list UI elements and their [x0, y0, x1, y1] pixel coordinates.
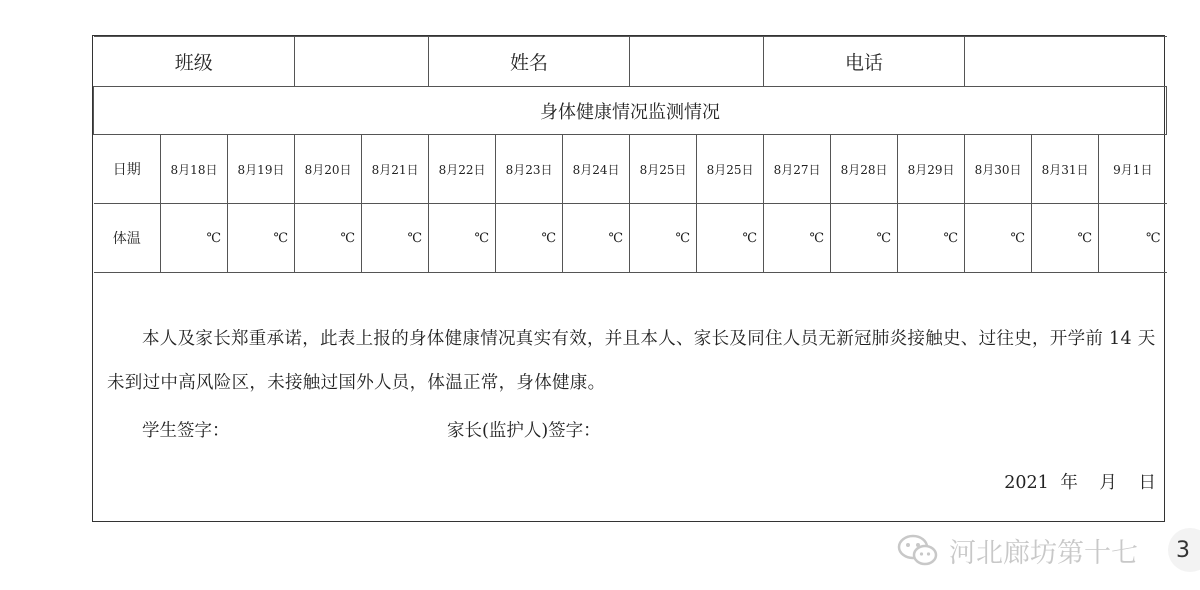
temperature-cell[interactable]: ℃ — [898, 204, 965, 273]
date-cell: 8月20日 — [295, 135, 362, 204]
date-cell: 8月25日 — [630, 135, 697, 204]
temperature-cell[interactable]: ℃ — [496, 204, 563, 273]
date-month: 月 — [1099, 473, 1117, 493]
declaration-section — [93, 273, 1164, 523]
health-form — [92, 35, 1165, 522]
temperature-cell[interactable]: ℃ — [161, 204, 228, 273]
date-cell: 8月27日 — [764, 135, 831, 204]
date-cell: 8月24日 — [563, 135, 630, 204]
declaration-text: 本人及家长郑重承诺，此表上报的身体健康情况真实有效，并且本人、家长及同住人员无新冠肺炎接触史、过往史，开学前 14 天未到过中高风险区，未接触过国外人员，体温正常，身体健康。 — [107, 329, 1156, 393]
temperature-cell[interactable]: ℃ — [228, 204, 295, 273]
class-field[interactable] — [295, 37, 429, 87]
class-label: 班级 — [94, 37, 295, 87]
date-cell: 8月22日 — [429, 135, 496, 204]
section-title: 身体健康情况监测情况 — [94, 87, 1167, 135]
date-cell: 8月31日 — [1032, 135, 1099, 204]
temperature-cell[interactable]: ℃ — [429, 204, 496, 273]
wechat-icon — [897, 533, 939, 567]
date-cell: 8月28日 — [831, 135, 898, 204]
temperature-cell[interactable]: ℃ — [563, 204, 630, 273]
date-year: 2021 年 — [1004, 473, 1078, 493]
parent-signature-label[interactable]: 家长(监护人)签字： — [447, 421, 601, 441]
date-day: 日 — [1138, 473, 1156, 493]
phone-field[interactable] — [965, 37, 1167, 87]
date-cell: 9月1日 — [1099, 135, 1167, 204]
temperature-cell[interactable]: ℃ — [1032, 204, 1099, 273]
temperature-cell[interactable]: ℃ — [362, 204, 429, 273]
watermark — [897, 528, 1200, 572]
student-signature-label[interactable]: 学生签字： — [142, 421, 230, 441]
date-row-label: 日期 — [94, 135, 161, 204]
signature-row — [107, 409, 1156, 449]
temperature-row — [94, 204, 1167, 273]
watermark-text: 河北廊坊第十七 — [949, 537, 1138, 569]
watermark-badge: 3 — [1168, 528, 1200, 572]
temperature-row-label: 体温 — [94, 204, 161, 273]
date-row — [94, 135, 1167, 204]
date-cell: 8月29日 — [898, 135, 965, 204]
form-table — [93, 36, 1167, 273]
info-row — [94, 37, 1167, 87]
date-cell: 8月19日 — [228, 135, 295, 204]
phone-label: 电话 — [764, 37, 965, 87]
temperature-cell[interactable]: ℃ — [831, 204, 898, 273]
date-cell: 8月23日 — [496, 135, 563, 204]
temperature-cell[interactable]: ℃ — [697, 204, 764, 273]
temperature-cell[interactable]: ℃ — [295, 204, 362, 273]
date-cell: 8月30日 — [965, 135, 1032, 204]
date-cell: 8月21日 — [362, 135, 429, 204]
temperature-cell[interactable]: ℃ — [764, 204, 831, 273]
signature-date — [1004, 469, 1156, 494]
date-cell: 8月25日 — [697, 135, 764, 204]
name-label: 姓名 — [429, 37, 630, 87]
temperature-cell[interactable]: ℃ — [630, 204, 697, 273]
temperature-cell[interactable]: ℃ — [1099, 204, 1167, 273]
section-title-row — [94, 87, 1167, 135]
name-field[interactable] — [630, 37, 764, 87]
temperature-cell[interactable]: ℃ — [965, 204, 1032, 273]
date-cell: 8月18日 — [161, 135, 228, 204]
